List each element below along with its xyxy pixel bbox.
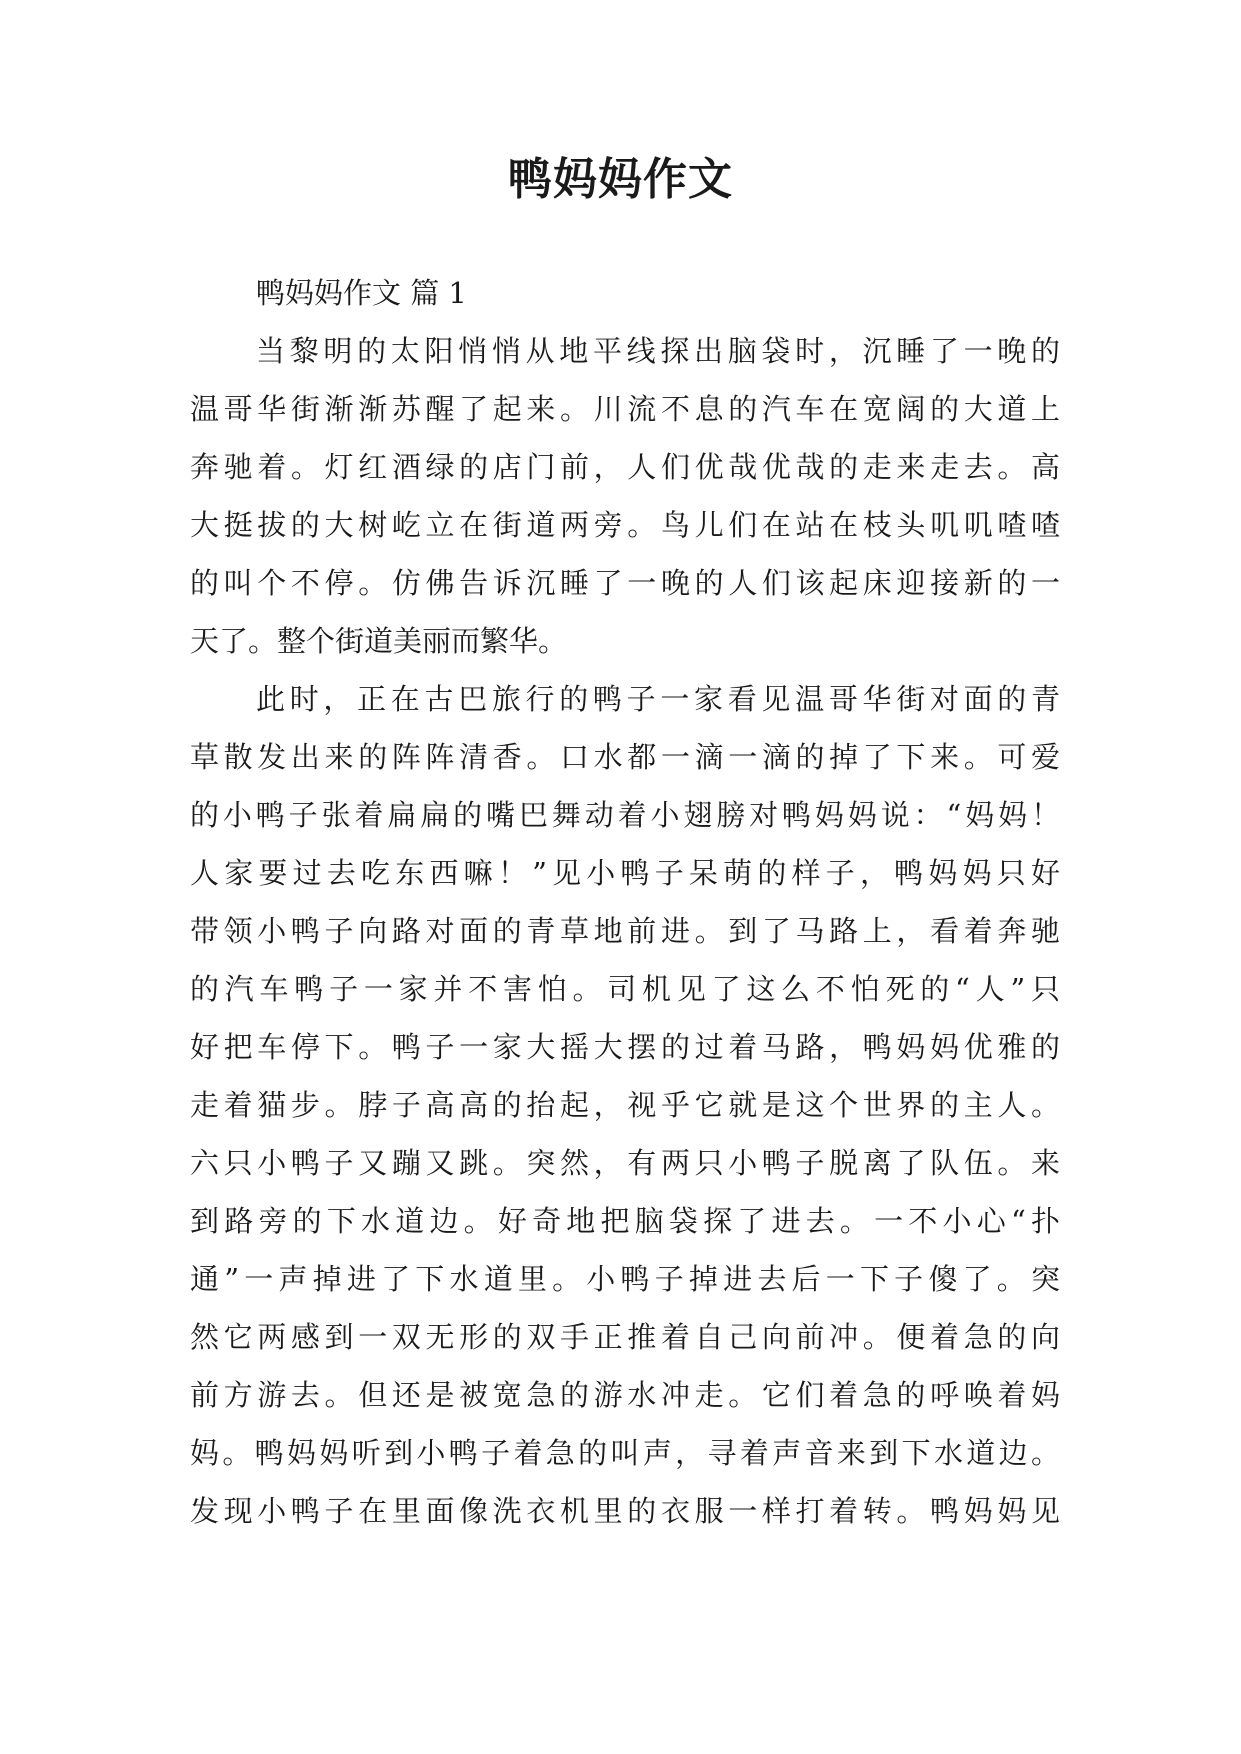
paragraph-line: 的汽车鸭子一家并不害怕。司机见了这么不怕死的“人”只 [190,972,1060,1006]
paragraph-line: 奔驰着。灯红酒绿的店门前，人们优哉优哉的走来走去。高 [190,450,1060,484]
paragraph-line: 大挺拔的大树屹立在街道两旁。鸟儿们在站在枝头叽叽喳喳 [190,508,1060,542]
section-heading: 鸭妈妈作文 篇 1 [256,276,467,310]
paragraph-line: 妈。鸭妈妈听到小鸭子着急的叫声，寻着声音来到下水道边。 [190,1436,1060,1470]
paragraph-line: 带领小鸭子向路对面的青草地前进。到了马路上，看着奔驰 [190,914,1060,948]
paragraph-line: 当黎明的太阳悄悄从地平线探出脑袋时，沉睡了一晚的 [256,334,1060,368]
paragraph-line: 六只小鸭子又蹦又跳。突然，有两只小鸭子脱离了队伍。来 [190,1146,1060,1180]
document-body [190,264,1060,1540]
document-title: 鸭妈妈作文 [508,154,733,205]
paragraph-line: 草散发出来的阵阵清香。口水都一滴一滴的掉了下来。可爱 [190,740,1060,774]
paragraph-1 [190,322,1060,670]
paragraph-line: 走着猫步。脖子高高的抬起，视乎它就是这个世界的主人。 [190,1088,1060,1122]
paragraph-line: 发现小鸭子在里面像洗衣机里的衣服一样打着转。鸭妈妈见 [190,1494,1060,1528]
paragraph-line: 的小鸭子张着扁扁的嘴巴舞动着小翅膀对鸭妈妈说：“妈妈！ [190,798,1060,832]
paragraph-line: 通”一声掉进了下水道里。小鸭子掉进去后一下子傻了。突 [190,1262,1060,1296]
paragraph-line: 温哥华街渐渐苏醒了起来。川流不息的汽车在宽阔的大道上 [190,392,1060,426]
paragraph-line: 然它两感到一双无形的双手正推着自己向前冲。便着急的向 [190,1320,1060,1354]
paragraph-line: 天了。整个街道美丽而繁华。 [190,624,568,658]
paragraph-line: 的叫个不停。仿佛告诉沉睡了一晚的人们该起床迎接新的一 [190,566,1060,600]
paragraph-line: 到路旁的下水道边。好奇地把脑袋探了进去。一不小心“扑 [190,1204,1060,1238]
paragraph-2 [190,670,1060,1540]
paragraph-line: 好把车停下。鸭子一家大摇大摆的过着马路，鸭妈妈优雅的 [190,1030,1060,1064]
paragraph-line: 此时，正在古巴旅行的鸭子一家看见温哥华街对面的青 [256,682,1060,716]
paragraph-line: 人家要过去吃东西嘛！”见小鸭子呆萌的样子，鸭妈妈只好 [190,856,1060,890]
paragraph-line: 前方游去。但还是被宽急的游水冲走。它们着急的呼唤着妈 [190,1378,1060,1412]
